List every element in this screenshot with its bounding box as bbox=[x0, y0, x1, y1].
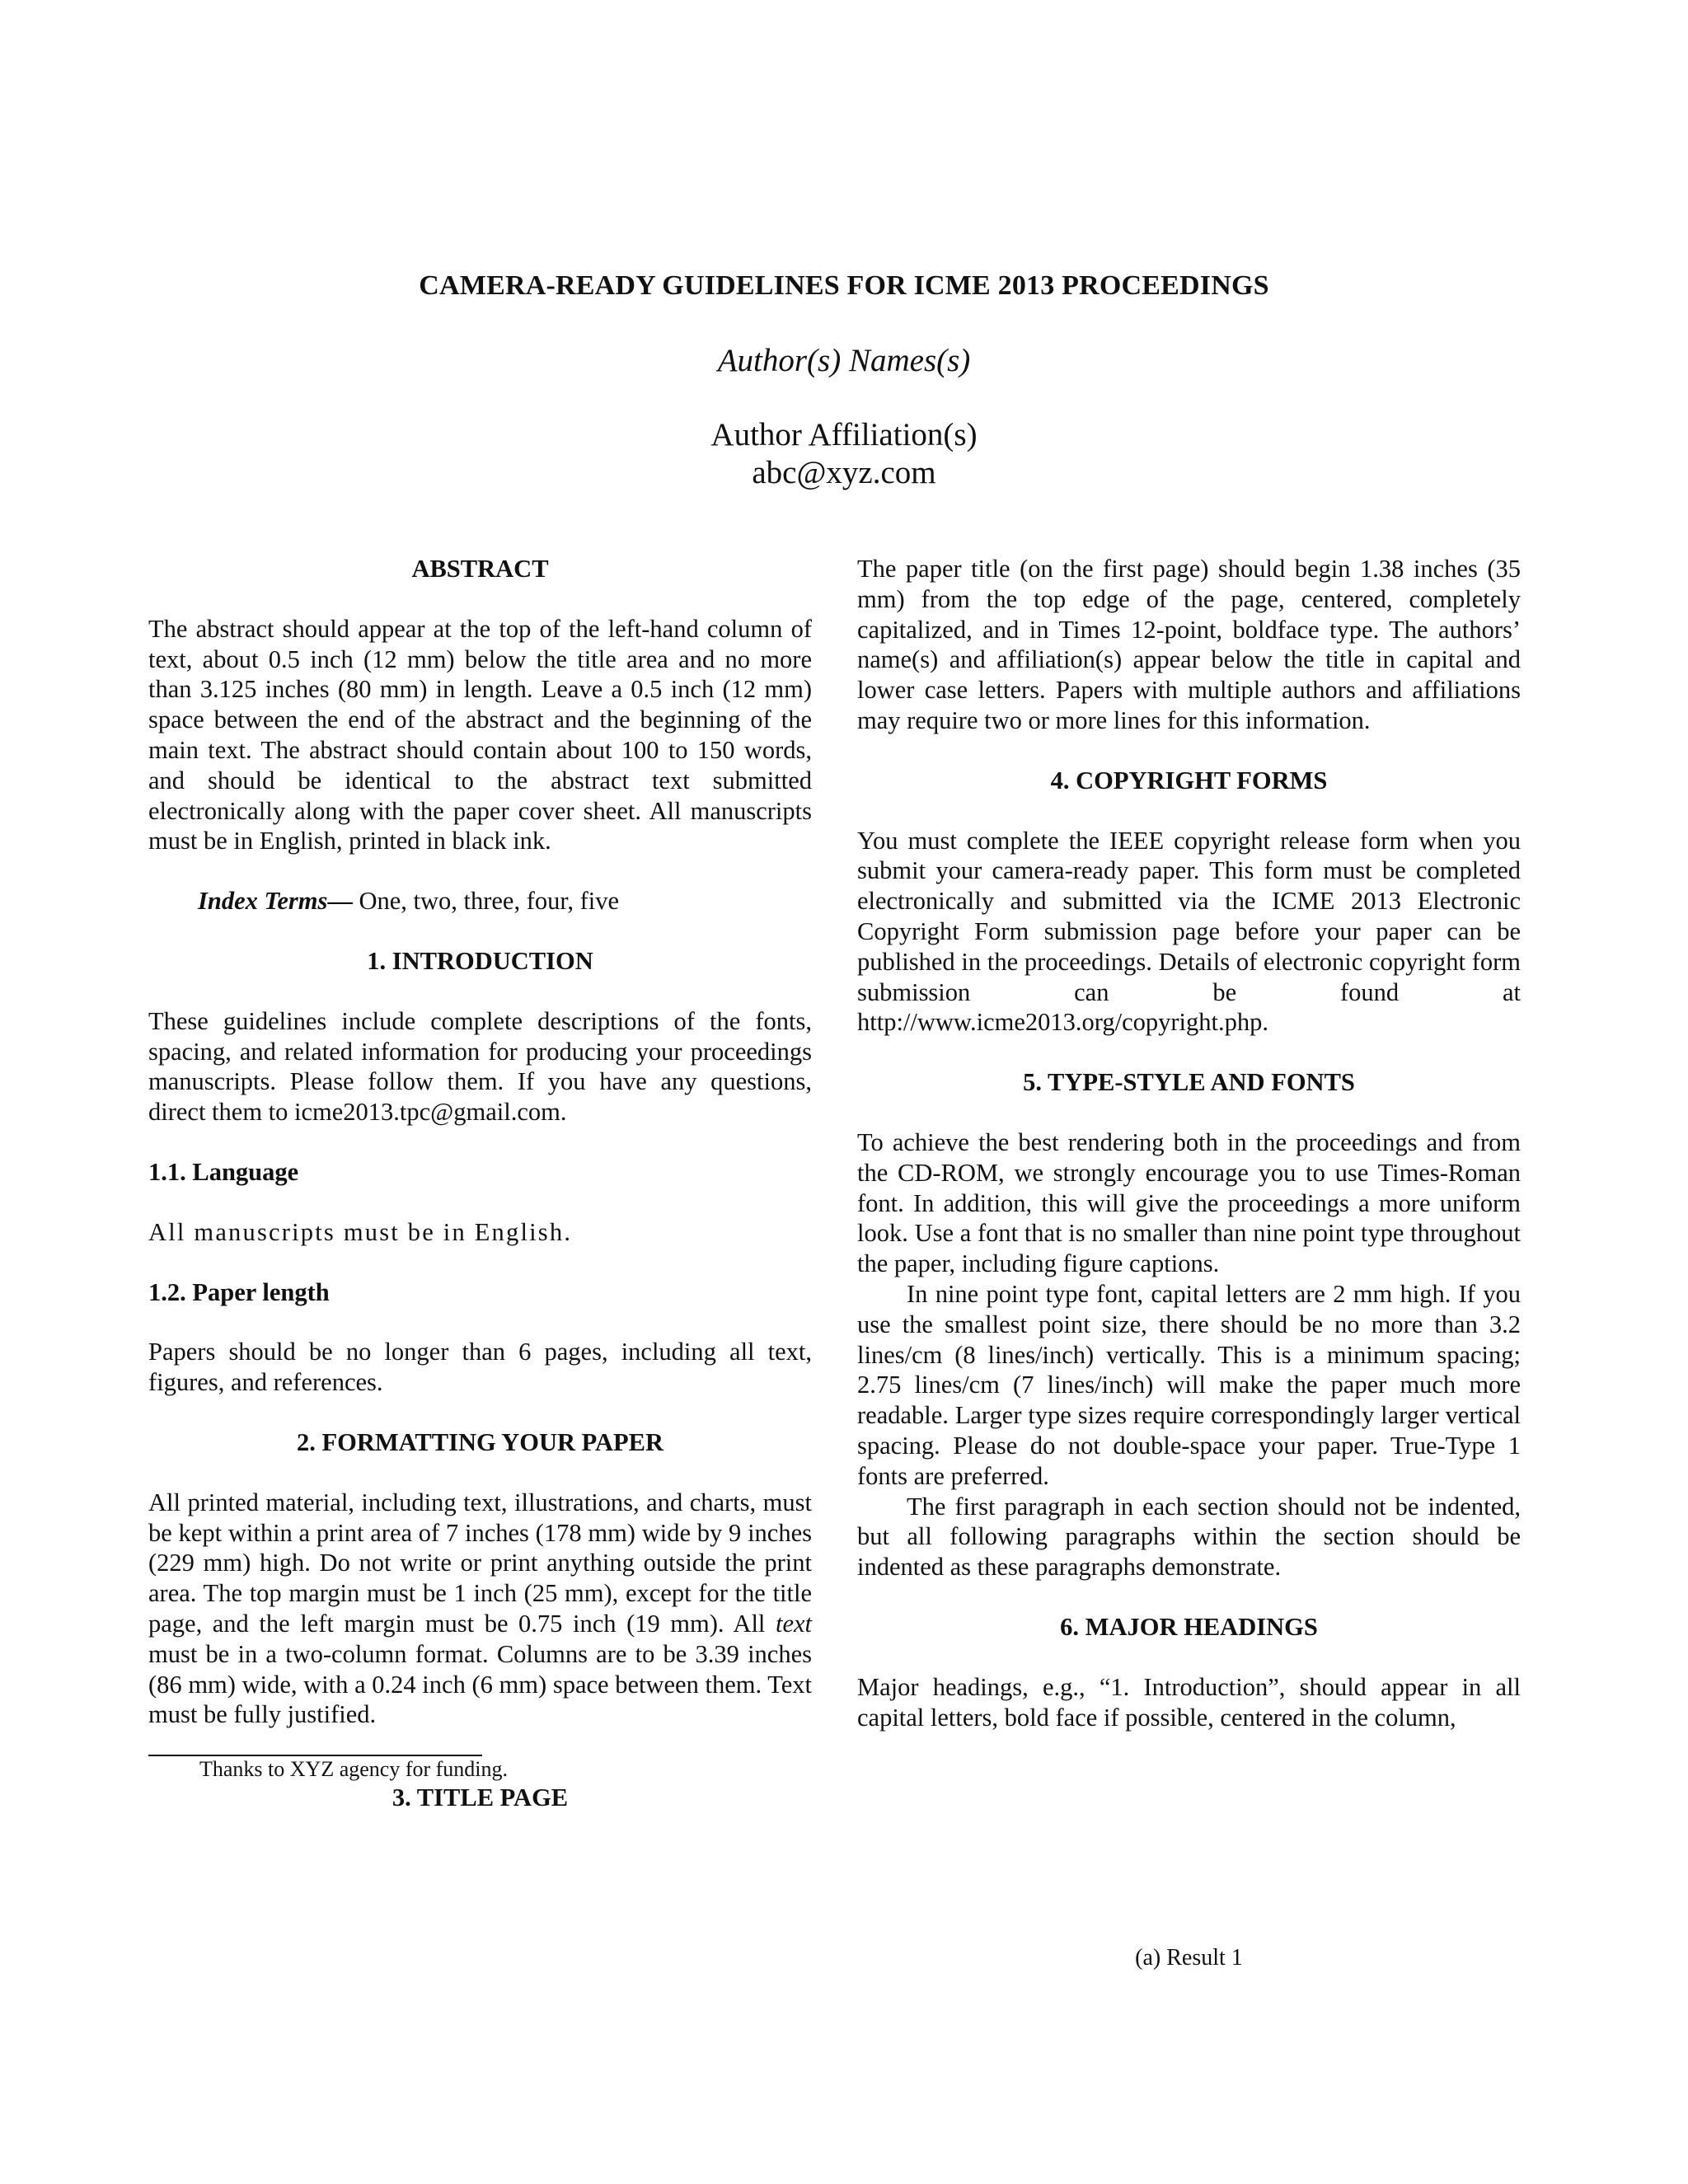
type-style-text-3: The first paragraph in each section should not be indented, but all following paragraphs within the section should be indented as these paragraphs demonstrate. bbox=[857, 1492, 1521, 1582]
author-email: abc@xyz.com bbox=[752, 455, 936, 490]
formatting-text bbox=[148, 1488, 812, 1730]
type-style-text-2: In nine point type font, capital letters are 2 mm high. If you use the smallest point size, there should be no more than 3.2 lines/cm (8 lines/inch) vertically. This is a minimum spacing; 2.75 lines/cm (7 lines/inch) will make the paper much more readable. Larger type sizes require correspondingly larger vertical spacing. Please do not double-space your paper. True-Type 1 fonts are preferred. bbox=[857, 1279, 1521, 1490]
copyright-heading: 4. COPYRIGHT FORMS bbox=[1050, 766, 1328, 794]
introduction-text: These guidelines include complete descriptions of the fonts, spacing, and related information for producing your proceedings manuscripts. Please follow them. If you have any questions, direct them to icme2013.tpc@gmail.com. bbox=[148, 1006, 812, 1127]
formatting-text-emphasis: text bbox=[775, 1609, 812, 1638]
index-terms-values: One, two, three, four, five bbox=[359, 887, 619, 916]
title-page-text: The paper title (on the first page) should begin 1.38 inches (35 mm) from the top edge of the page, centered, completely capitalized, and in Times 12-point, boldface type. The authors’ name(s) and affiliation(s) appear below the title in capital and lower case letters. Papers with multiple authors and affiliations may require two or more lines for this information. bbox=[857, 555, 1521, 734]
figure-caption: (a) Result 1 bbox=[1135, 1945, 1243, 1971]
title-page-heading: 3. TITLE PAGE bbox=[392, 1783, 569, 1812]
formatting-text-part-2: must be in a two-column format. Columns are to be 3.39 inches (86 mm) wide, with a 0.24 inch (6 mm) space between them. Text must be fully justified. bbox=[148, 1639, 812, 1729]
major-headings-text: Major headings, e.g., “1. Introduction”, should appear in all capital letters, bold face if possible, centered in the column, bbox=[857, 1672, 1521, 1732]
paper-title: CAMERA-READY GUIDELINES FOR ICME 2013 PROCEEDINGS bbox=[419, 270, 1269, 301]
copyright-text: You must complete the IEEE copyright release form when you submit your camera-ready paper. This form must be completed electronically and submitted via the ICME 2013 Electronic Copyright Form submission page before your paper can be published in the proceedings. Details of electronic copyright form submission can be found at http://www.icme2013.org/copyright.php. bbox=[857, 826, 1521, 1037]
author-block bbox=[0, 416, 1688, 492]
left-column bbox=[148, 554, 812, 1813]
abstract-heading: ABSTRACT bbox=[411, 555, 549, 583]
paper-length-text: Papers should be no longer than 6 pages, including all text, figures, and references. bbox=[148, 1338, 812, 1397]
abstract-text: The abstract should appear at the top of the left-hand column of text, about 0.5 inch (12 mm) below the title area and no more than 3.125 inches (80 mm) in length. Leave a 0.5 inch (12 mm) space between the end of the abstract and the beginning of the main text. The abstract should contain about 100 to 150 words, and should be identical to the abstract text submitted electronically along with the paper cover sheet. All manuscripts must be in English, printed in black ink. bbox=[148, 614, 812, 855]
right-column bbox=[857, 554, 1521, 1732]
index-terms-label: Index Terms bbox=[198, 887, 328, 916]
type-style-heading: 5. TYPE-STYLE AND FONTS bbox=[1023, 1068, 1355, 1097]
language-text: All manuscripts must be in English. bbox=[148, 1217, 573, 1246]
paper-length-heading: 1.2. Paper length bbox=[148, 1277, 330, 1306]
formatting-heading: 2. FORMATTING YOUR PAPER bbox=[296, 1427, 664, 1456]
major-headings-heading: 6. MAJOR HEADINGS bbox=[1060, 1612, 1318, 1641]
footnote: Thanks to XYZ agency for funding. bbox=[199, 1757, 509, 1782]
index-terms-dash: — bbox=[327, 887, 359, 916]
formatting-text-part-1: All printed material, including text, illustrations, and charts, must be kept within a print area of 7 inches (178 mm) wide by 9 inches (229 mm) high. Do not write or print anything outside the print area. The top margin must be 1 inch (25 mm), except for the title page, and the left margin must be 0.75 inch (19 mm). All bbox=[148, 1488, 812, 1638]
language-heading: 1.1. Language bbox=[148, 1157, 299, 1186]
introduction-heading: 1. INTRODUCTION bbox=[367, 946, 593, 975]
author-names: Author(s) Names(s) bbox=[717, 343, 971, 378]
index-terms bbox=[148, 886, 812, 916]
type-style-text-1: To achieve the best rendering both in the proceedings and from the CD-ROM, we strongly encourage you to use Times-Roman font. In addition, this will give the proceedings a more uniform look. Use a font that is no smaller than nine point type throughout the paper, including figure captions. bbox=[857, 1127, 1521, 1278]
author-affiliation: Author Affiliation(s) bbox=[710, 417, 978, 452]
